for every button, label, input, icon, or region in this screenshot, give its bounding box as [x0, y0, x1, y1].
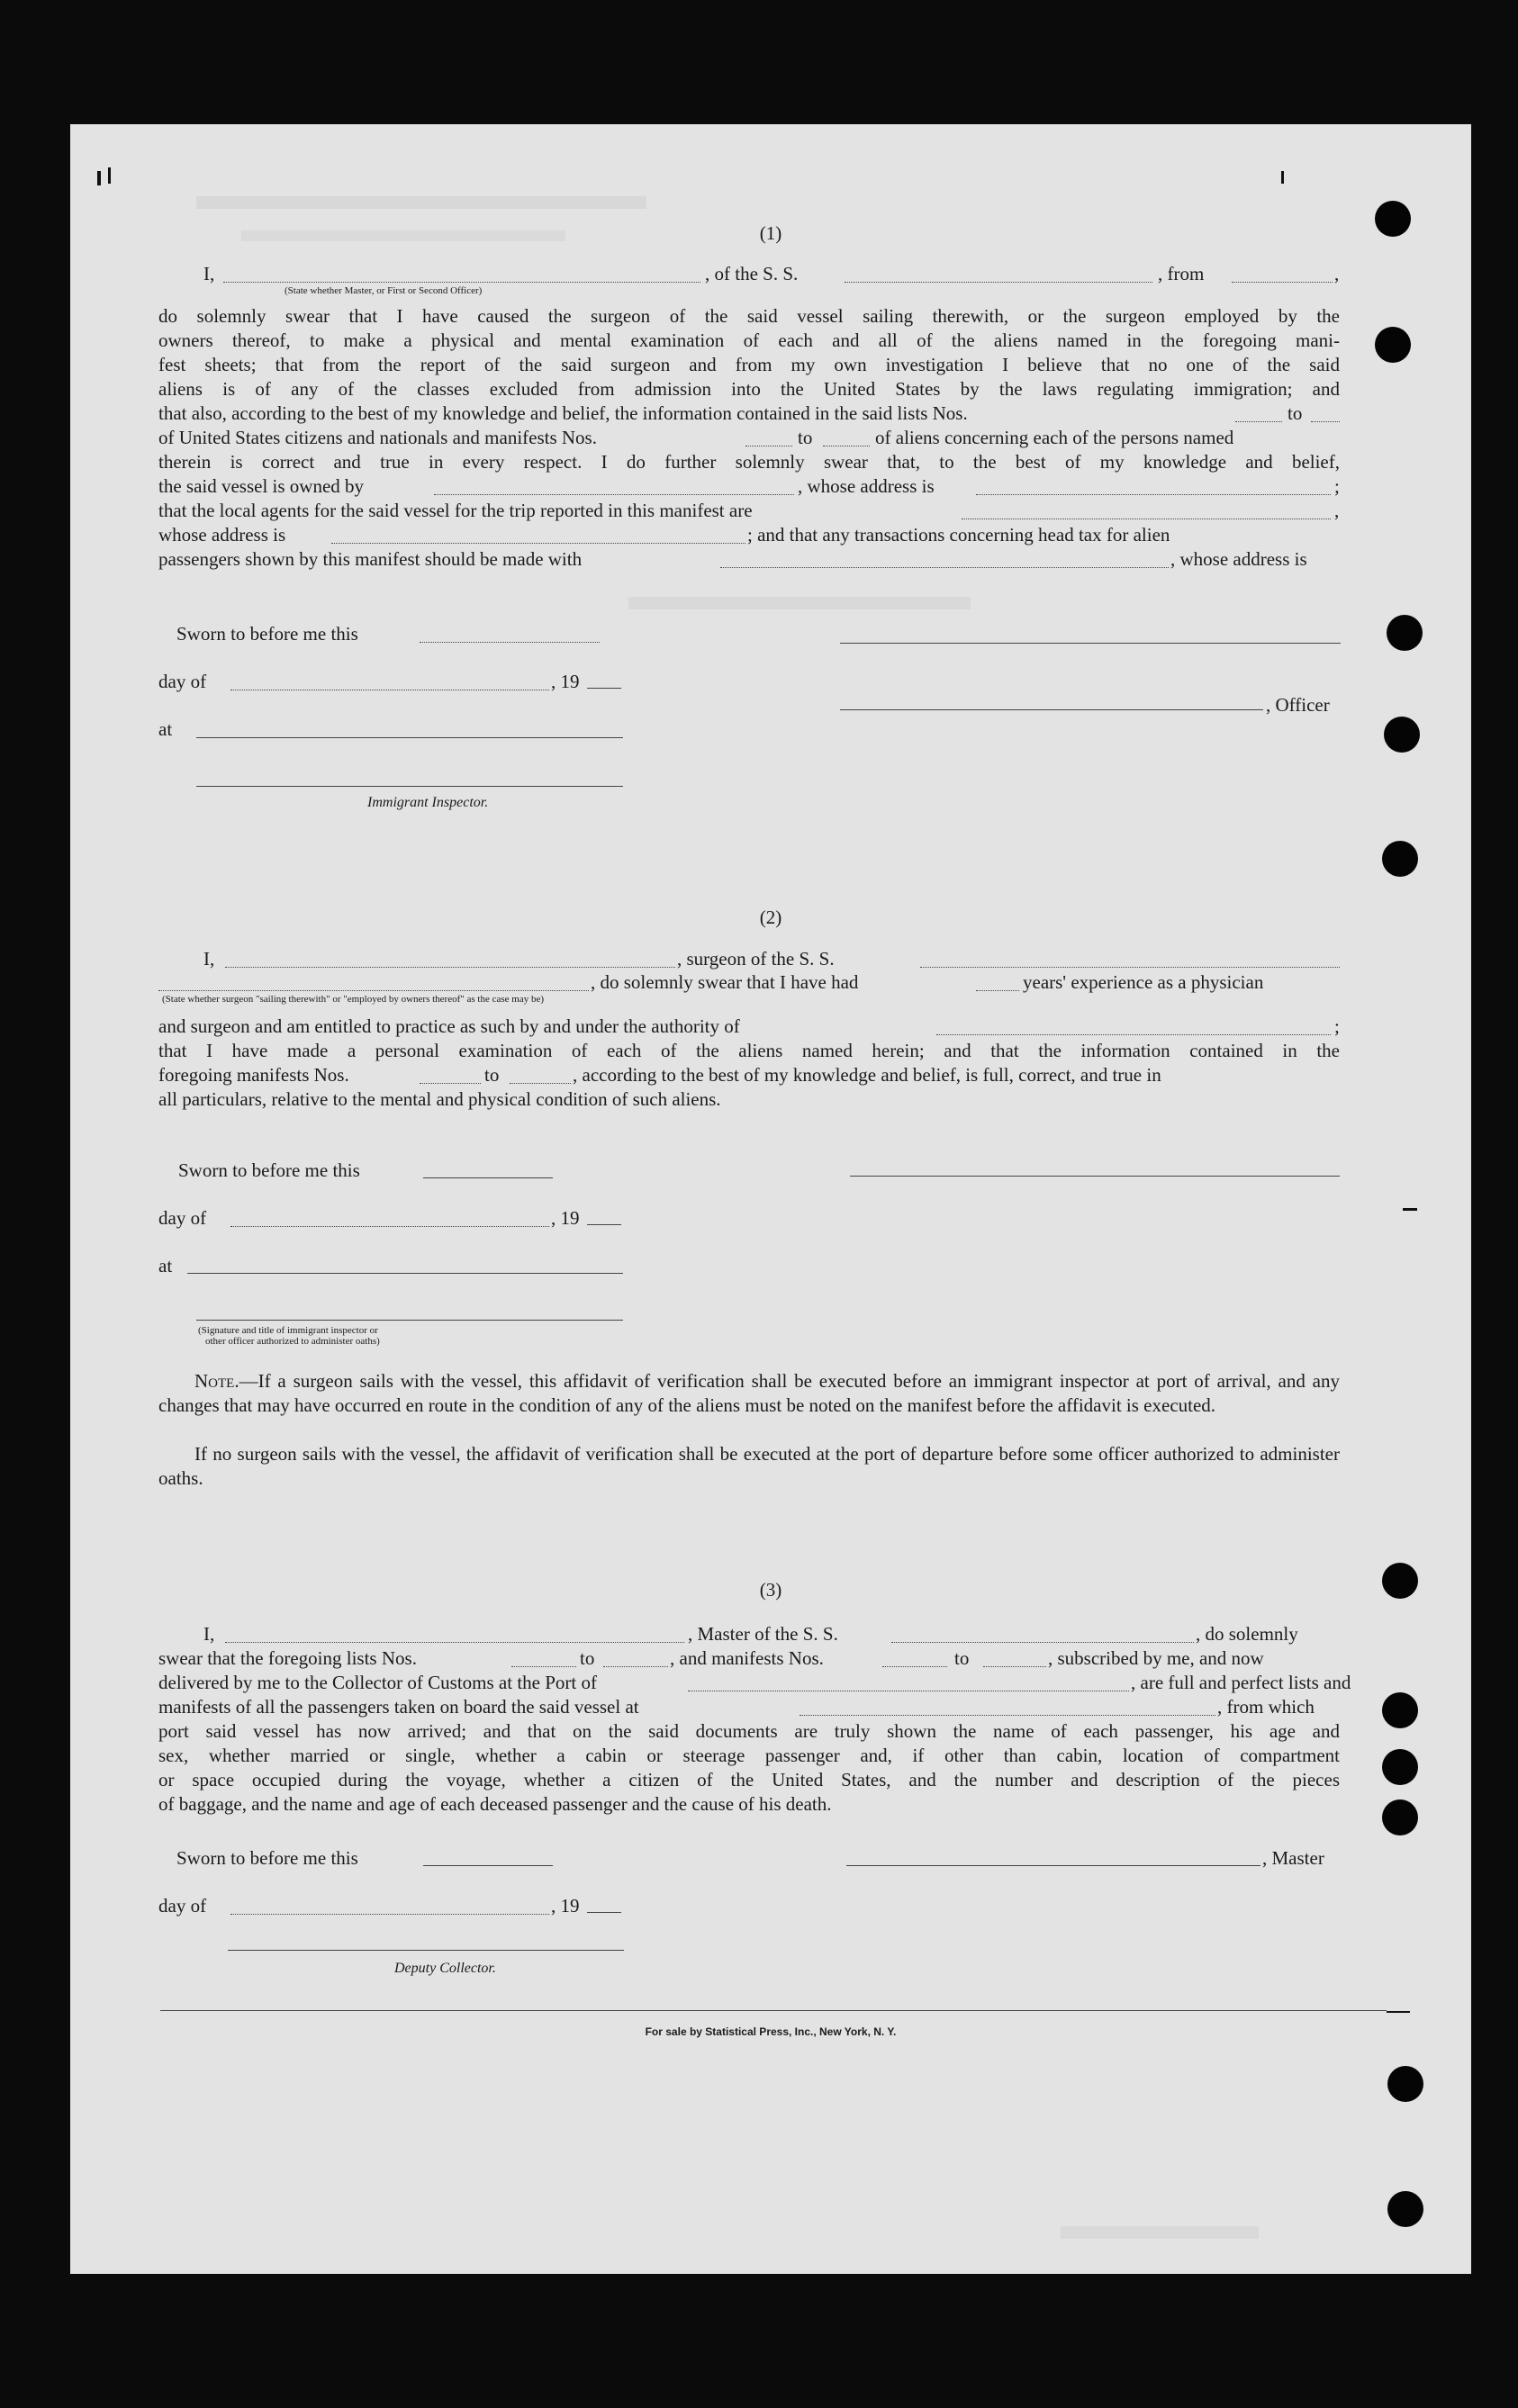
s3-deputy-signature-line[interactable] [228, 1950, 624, 1951]
s1-para-line: owners thereof, to make a physical and mental examination of each and all of the aliens named in the foregoing mani- [158, 329, 1340, 351]
punch-hole [1382, 841, 1418, 877]
s2-manifests: foregoing manifests Nos. [158, 1064, 349, 1086]
bleed-through-mark [628, 597, 971, 609]
s3-manifests-to-field[interactable] [983, 1650, 1046, 1667]
s2-to: to [484, 1064, 500, 1086]
s1-inspector-signature-line[interactable] [196, 786, 623, 787]
printer-imprint: For sale by Statistical Press, Inc., New York, N. Y. [645, 2025, 897, 2038]
s3-swear-lists: swear that the foregoing lists Nos. [158, 1647, 417, 1669]
s2-manifests-to-field[interactable] [510, 1067, 571, 1084]
s1-para-line: of aliens concerning each of the persons named [875, 427, 1234, 448]
s2-day-field[interactable] [230, 1210, 549, 1227]
s1-owner-address-field[interactable] [976, 478, 1331, 495]
s1-year-field[interactable] [587, 688, 621, 689]
s1-whose-address-3: , whose address is [1170, 548, 1307, 570]
s2-manifests-from-field[interactable] [420, 1067, 481, 1084]
s2-note [158, 1369, 1340, 1418]
section-3-number: (3) [759, 1579, 782, 1601]
s3-subscribed: , subscribed by me, and now [1048, 1647, 1264, 1669]
s2-para-line: all particulars, relative to the mental and physical condition of such aliens. [158, 1088, 721, 1110]
s1-owner-field[interactable] [434, 478, 794, 495]
s1-headtax-party-field[interactable] [720, 551, 1169, 568]
s3-deputy-label: Deputy Collector. [394, 1961, 496, 1976]
s3-master: , Master [1262, 1847, 1324, 1869]
corner-tick [1281, 171, 1284, 184]
punch-hole [1387, 2066, 1423, 2102]
s1-to: to [1288, 402, 1303, 424]
s2-note-label: Note. [194, 1370, 239, 1392]
punch-hole [1375, 327, 1411, 363]
s1-para-line: therein is correct and true in every respect. I do further solemnly swear that, to the best of my knowledge and belief, [158, 451, 1340, 473]
s1-at-field[interactable] [196, 737, 623, 738]
margin-tick [1387, 2011, 1410, 2013]
s3-day-of: day of [158, 1895, 207, 1916]
s1-agents-address-field[interactable] [331, 527, 745, 544]
s3-to-2: to [954, 1647, 970, 1669]
s3-vessel-field[interactable] [891, 1626, 1194, 1643]
s2-semicolon: ; [1334, 1015, 1340, 1037]
s1-owned-by: the said vessel is owned by [158, 475, 365, 497]
s2-authority: and surgeon and am entitled to practice as such by and under the authority of [158, 1015, 740, 1037]
s1-vessel-field[interactable] [845, 266, 1152, 283]
s3-to: to [580, 1647, 595, 1669]
s2-at-field[interactable] [187, 1273, 623, 1274]
s1-officer: , Officer [1266, 694, 1330, 716]
s3-para-line: port said vessel has now arrived; and that on the said documents are truly shown the name of each passenger, his age and [158, 1720, 1340, 1742]
s3-master-of-ss: , Master of the S. S. [688, 1623, 838, 1645]
s3-lists-to-field[interactable] [603, 1650, 668, 1667]
s3-master-signature-line[interactable] [846, 1865, 1260, 1866]
s2-authority-field[interactable] [936, 1018, 1331, 1035]
s3-year-field[interactable] [587, 1912, 621, 1913]
s2-vessel-field[interactable] [920, 951, 1340, 968]
margin-tick [1403, 1208, 1417, 1211]
s2-surgeon-name-field[interactable] [225, 951, 675, 968]
s2-sig-caption-1: (Signature and title of immigrant inspector or [198, 1325, 378, 1336]
s1-semicolon: ; [1334, 475, 1340, 497]
s1-comma: , [1334, 500, 1340, 521]
s3-para-line: sex, whether married or single, whether a cabin or steerage passenger and, if other than cabin, location of compartment [158, 1745, 1340, 1766]
punch-hole [1384, 717, 1420, 753]
s2-solemnly-swear: , do solemnly swear that I have had [591, 971, 859, 993]
s3-manifests-from-field[interactable] [882, 1650, 947, 1667]
s3-para-line: or space occupied during the voyage, whether a citizen of the United States, and the number and description of the pieces [158, 1769, 1340, 1790]
bleed-through-mark [196, 196, 646, 209]
s1-agents-field[interactable] [962, 502, 1331, 519]
s1-lists-to-field[interactable] [1311, 405, 1340, 422]
s1-inspector-label: Immigrant Inspector. [367, 795, 489, 810]
s2-day-of: day of [158, 1207, 207, 1229]
s3-manifests: , and manifests Nos. [670, 1647, 824, 1669]
corner-tick [97, 171, 101, 185]
s2-at: at [158, 1255, 173, 1276]
s1-caption: (State whether Master, or First or Second Officer) [285, 285, 483, 296]
s1-para-line: do solemnly swear that I have caused the surgeon of the said vessel sailing therewith, or the surgeon employed by the [158, 305, 1340, 327]
s1-at: at [158, 718, 173, 740]
bleed-through-mark [1061, 2226, 1259, 2239]
manifest-affidavit-page [70, 124, 1471, 2274]
s1-from-field[interactable] [1232, 266, 1333, 283]
s1-local-agents: that the local agents for the said vessel for the trip reported in this manifest are [158, 500, 753, 521]
s2-years-experience: years' experience as a physician [1023, 971, 1264, 993]
s1-para-line: fest sheets; that from the report of the said surgeon and from my own investigation I believe that no one of the said [158, 354, 1340, 375]
s2-sig-caption-2: other officer authorized to administer oaths) [205, 1336, 380, 1347]
s2-note-text: —If a surgeon sails with the vessel, this affidavit of verification shall be executed before an immigrant inspector at port of arrival, and any changes that may have occurred en route in the condition of any of the aliens must be noted on the manifest before the affidavit is executed. [158, 1370, 1340, 1416]
s3-sworn-field[interactable] [423, 1865, 553, 1866]
s2-year: , 19 [551, 1207, 580, 1229]
s3-boarding-port-field[interactable] [800, 1699, 1215, 1716]
s3-full-perfect: , are full and perfect lists and [1131, 1672, 1351, 1693]
s2-note-2: If no surgeon sails with the vessel, the affidavit of verification shall be executed at the port of departure before some officer authorized to administer oaths. [158, 1443, 1340, 1489]
s2-caption: (State whether surgeon "sailing therewith" or "employed by owners thereof" as the case may be) [162, 994, 545, 1005]
punch-hole [1387, 615, 1423, 651]
s3-year: , 19 [551, 1895, 580, 1916]
s2-sworn-field[interactable] [423, 1177, 553, 1178]
s3-delivered: delivered by me to the Collector of Customs at the Port of [158, 1672, 597, 1693]
s1-line1-from: , from [1158, 263, 1205, 284]
s1-sworn: Sworn to before me this [176, 623, 358, 645]
s1-lists-from-field[interactable] [1235, 405, 1282, 422]
s3-from-which: , from which [1217, 1696, 1315, 1718]
corner-tick [108, 167, 111, 184]
s2-sworn: Sworn to before me this [178, 1159, 360, 1181]
s1-officer-line[interactable] [840, 709, 1263, 710]
s2-surgeon-signature-line[interactable] [850, 1176, 1340, 1177]
s1-line1-i: I, [203, 263, 215, 284]
s1-day-of: day of [158, 671, 207, 692]
s2-years-field[interactable] [976, 974, 1019, 991]
s2-inspector-signature-line[interactable] [196, 1320, 623, 1321]
section-1-number: (1) [759, 222, 782, 244]
s3-manifests-all: manifests of all the passengers taken on board the said vessel at [158, 1696, 639, 1718]
s2-i: I, [203, 948, 215, 970]
punch-hole [1387, 2191, 1423, 2227]
s1-manifests-from-field[interactable] [745, 429, 792, 446]
s2-year-field[interactable] [587, 1224, 621, 1225]
s2-according: , according to the best of my knowledge and belief, is full, correct, and true in [573, 1064, 1161, 1086]
s1-manifests-to-field[interactable] [823, 429, 870, 446]
s1-line1-comma: , [1334, 263, 1340, 284]
s3-master-name-field[interactable] [225, 1626, 684, 1643]
s1-line1-of-ss: , of the S. S. [705, 263, 799, 284]
s1-signature-line-top [840, 643, 1341, 644]
punch-hole [1382, 1692, 1418, 1728]
s3-day-field[interactable] [230, 1898, 549, 1915]
s1-sworn-field[interactable] [420, 626, 600, 643]
s2-status-field[interactable] [158, 974, 589, 991]
s2-surgeon-of-ss: , surgeon of the S. S. [677, 948, 835, 970]
s1-para-line: of United States citizens and nationals and manifests Nos. [158, 427, 597, 448]
s1-whose-address-2: whose address is [158, 524, 286, 546]
s1-whose-address: , whose address is [798, 475, 935, 497]
s1-day-field[interactable] [230, 673, 549, 690]
s2-para-line: that I have made a personal examination of each of the aliens named herein; and that the information contained in the [158, 1040, 1340, 1061]
s1-passengers-shown: passengers shown by this manifest should be made with [158, 548, 583, 570]
s3-do-solemnly: , do solemnly [1196, 1623, 1298, 1645]
s1-para-line: aliens is of any of the classes excluded from admission into the United States by the laws regulating immigration; and [158, 378, 1340, 400]
s3-para-line: of baggage, and the name and age of each deceased passenger and the cause of his death. [158, 1793, 832, 1815]
s1-head-tax: ; and that any transactions concerning head tax for alien [747, 524, 1170, 546]
s3-lists-from-field[interactable] [511, 1650, 576, 1667]
s3-i: I, [203, 1623, 215, 1645]
s3-sworn: Sworn to before me this [176, 1847, 358, 1869]
punch-hole [1382, 1749, 1418, 1785]
s1-name-field[interactable] [223, 266, 700, 283]
s1-year: , 19 [551, 671, 580, 692]
s1-to: to [798, 427, 813, 448]
punch-hole [1382, 1799, 1418, 1835]
section-2-number: (2) [759, 906, 782, 928]
s3-port-field[interactable] [688, 1674, 1129, 1691]
s1-para-line: that also, according to the best of my knowledge and belief, the information contained in the said lists Nos. [158, 402, 968, 424]
footer-rule [160, 2010, 1387, 2011]
